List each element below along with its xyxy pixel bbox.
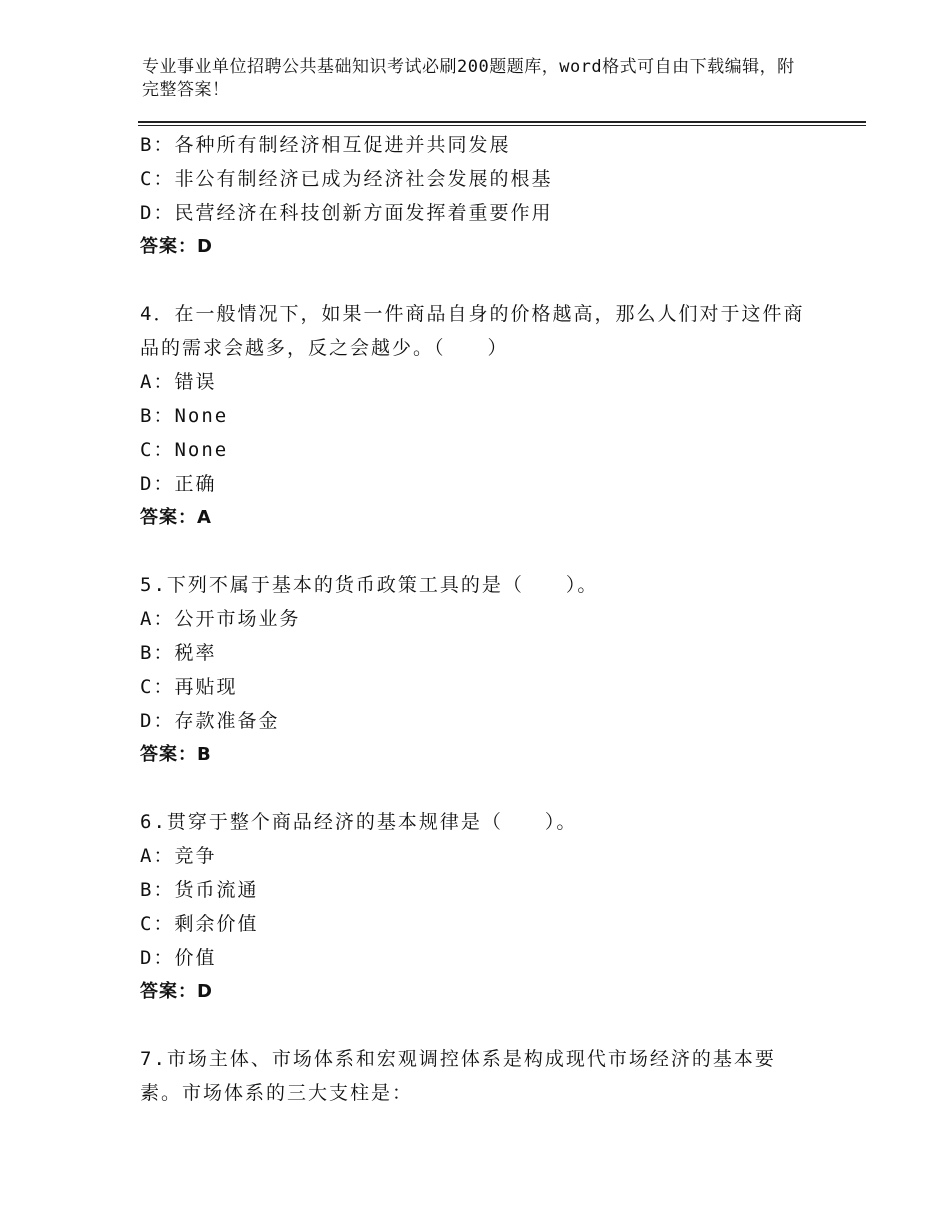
option-d: D：民营经济在科技创新方面发挥着重要作用 (140, 202, 553, 224)
option-d: D：正确 (140, 473, 217, 495)
question-block (140, 805, 820, 1009)
page-header: 专业事业单位招聘公共基础知识考试必刷200题题库，word格式可自由下载编辑，附完整答案！ (142, 57, 795, 100)
answer-line: 答案：B (140, 744, 212, 765)
question-stem: 6.贯穿于整个商品经济的基本规律是（ ）。 (140, 811, 578, 833)
spacer (140, 535, 820, 568)
option-b: B：货币流通 (140, 879, 259, 901)
option-a: A：错误 (140, 371, 217, 393)
question-block (140, 1042, 820, 1110)
option-a: A：竞争 (140, 845, 217, 867)
spacer (140, 1009, 820, 1042)
question-block-prev (140, 128, 820, 264)
header-rule-thin (138, 125, 866, 126)
question-block (140, 297, 820, 535)
option-c: C：非公有制经济已成为经济社会发展的根基 (140, 168, 553, 190)
option-a: A：公开市场业务 (140, 608, 301, 630)
option-c: C：None (140, 439, 229, 461)
option-b: B：税率 (140, 642, 217, 664)
answer-line: 答案：D (140, 236, 213, 257)
question-content (140, 128, 820, 1110)
option-c: C：剩余价值 (140, 913, 259, 935)
spacer (140, 772, 820, 805)
question-stem: 4．在一般情况下，如果一件商品自身的价格越高，那么人们对于这件商品的需求会越多，反之会越少。（ ） (140, 303, 805, 359)
question-block (140, 568, 820, 772)
answer-line: 答案：D (140, 981, 213, 1002)
option-d: D：价值 (140, 947, 217, 969)
answer-line: 答案：A (140, 507, 212, 528)
spacer (140, 264, 820, 297)
question-stem: 7.市场主体、市场体系和宏观调控体系是构成现代市场经济的基本要素。市场体系的三大支柱是： (140, 1048, 776, 1104)
option-c: C：再贴现 (140, 676, 238, 698)
option-d: D：存款准备金 (140, 710, 280, 732)
header-rule-thick (138, 121, 866, 123)
option-b: B：各种所有制经济相互促进并共同发展 (140, 134, 511, 156)
question-stem: 5.下列不属于基本的货币政策工具的是（ ）。 (140, 574, 599, 596)
option-b: B：None (140, 405, 229, 427)
